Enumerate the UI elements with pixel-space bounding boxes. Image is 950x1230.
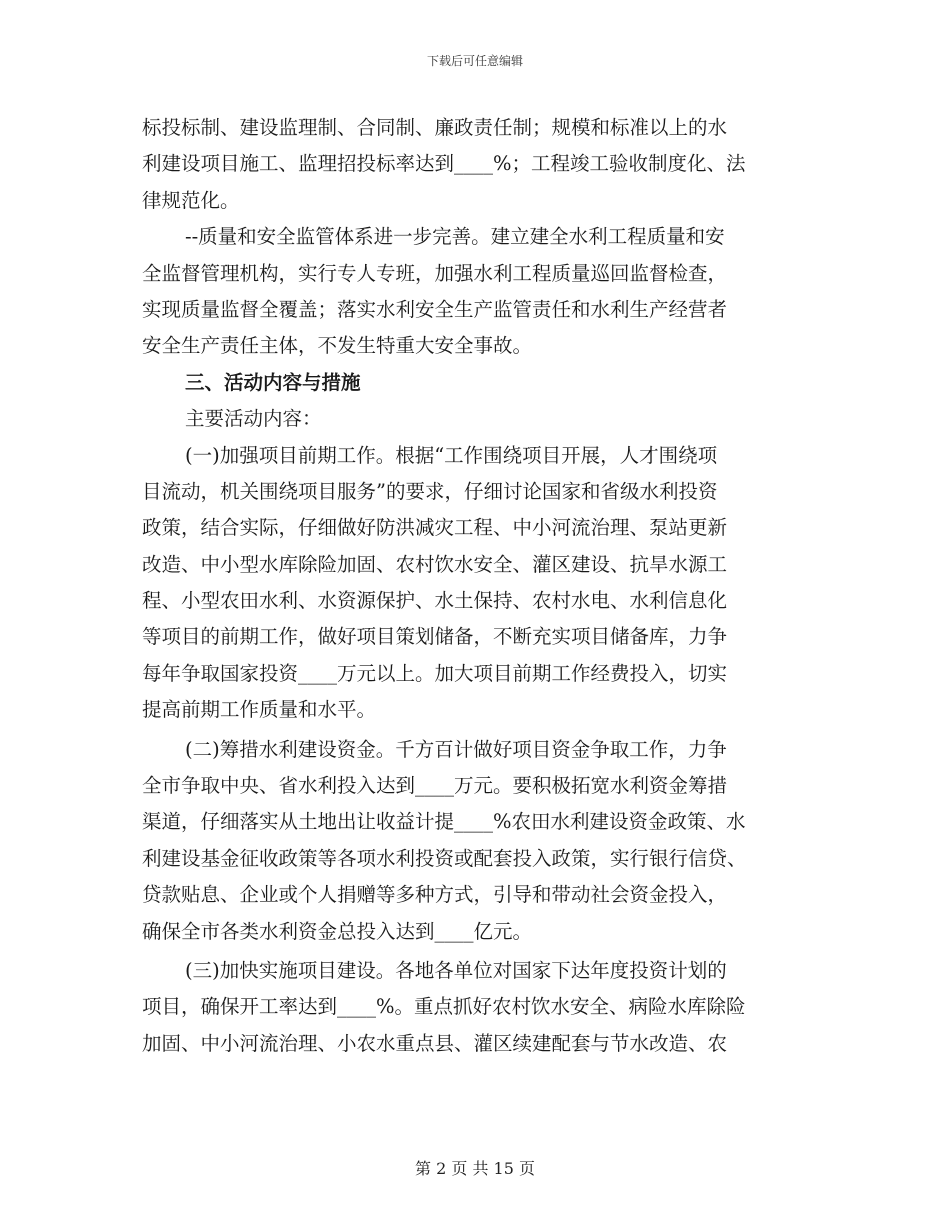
text-line: 律规范化。 xyxy=(142,188,240,212)
text-line: 渠道，仔细落实从土地出让收益计提____%农田水利建设资金政策、水 xyxy=(142,810,746,834)
page-number: 第 2 页 共 15 页 xyxy=(415,1159,535,1178)
text-line: 安全生产责任主体，不发生特重大安全事故。 xyxy=(142,334,533,358)
text-line: 全监督管理机构，实行专人专班，加强水利工程质量巡回监督检查， xyxy=(142,261,728,285)
text-line: 改造、中小型水库除险加固、农村饮水安全、灌区建设、抗旱水源工 xyxy=(142,552,728,576)
text-line: 等项目的前期工作，做好项目策划储备，不断充实项目储备库，力争 xyxy=(142,625,728,649)
text-line: 项目，确保开工率达到____%。重点抓好农村饮水安全、病险水库除险 xyxy=(142,995,746,1019)
text-line: 目流动，机关围绕项目服务”的要求，仔细讨论国家和省级水利投资 xyxy=(142,479,718,503)
text-line: 标投标制、建设监理制、合同制、廉政责任制；规模和标准以上的水 xyxy=(142,116,728,139)
section-heading: 三、活动内容与措施 xyxy=(185,370,361,394)
paragraph-first-line: (三)加快实施项目建设。各地各单位对国家下达年度投资计划的 xyxy=(185,958,727,982)
text-line: 利建设项目施工、监理招投标率达到____%；工程竣工验收制度化、法 xyxy=(142,152,746,176)
text-line: 程、小型农田水利、水资源保护、水土保持、农村水电、水利信息化 xyxy=(142,589,728,613)
text-line: 实现质量监督全覆盖；落实水利安全生产监管责任和水利生产经营者 xyxy=(142,297,728,321)
text-line: 加固、中小河流治理、小农水重点县、灌区续建配套与节水改造、农 xyxy=(142,1031,728,1055)
paragraph-first-line: --质量和安全监管体系进一步完善。建立建全水利工程质量和安 xyxy=(185,225,725,249)
paragraph-first-line: 主要活动内容： xyxy=(185,407,322,431)
header-note: 下载后可任意编辑 xyxy=(426,54,523,68)
text-line: 利建设基金征收政策等各项水利投资或配套投入政策，实行银行信贷、 xyxy=(142,846,747,870)
text-line: 每年争取国家投资____万元以上。加大项目前期工作经费投入，切实 xyxy=(142,661,728,685)
text-line: 全市争取中央、省水利投入达到____万元。要积极拓宽水利资金筹措 xyxy=(142,774,728,798)
text-line: 确保全市各类水利资金总投入达到____亿元。 xyxy=(142,919,533,943)
text-line: 提高前期工作质量和水平。 xyxy=(142,698,377,722)
paragraph-first-line: (一)加强项目前期工作。根据“工作围绕项目开展，人才围绕项 xyxy=(185,443,718,467)
text-line: 贷款贴息、企业或个人捐赠等多种方式，引导和带动社会资金投入， xyxy=(142,883,728,907)
paragraph-first-line: (二)筹措水利建设资金。千方百计做好项目资金争取工作，力争 xyxy=(185,737,727,761)
text-line: 政策，结合实际，仔细做好防洪减灾工程、中小河流治理、泵站更新 xyxy=(142,516,728,540)
document-body xyxy=(142,110,808,1062)
